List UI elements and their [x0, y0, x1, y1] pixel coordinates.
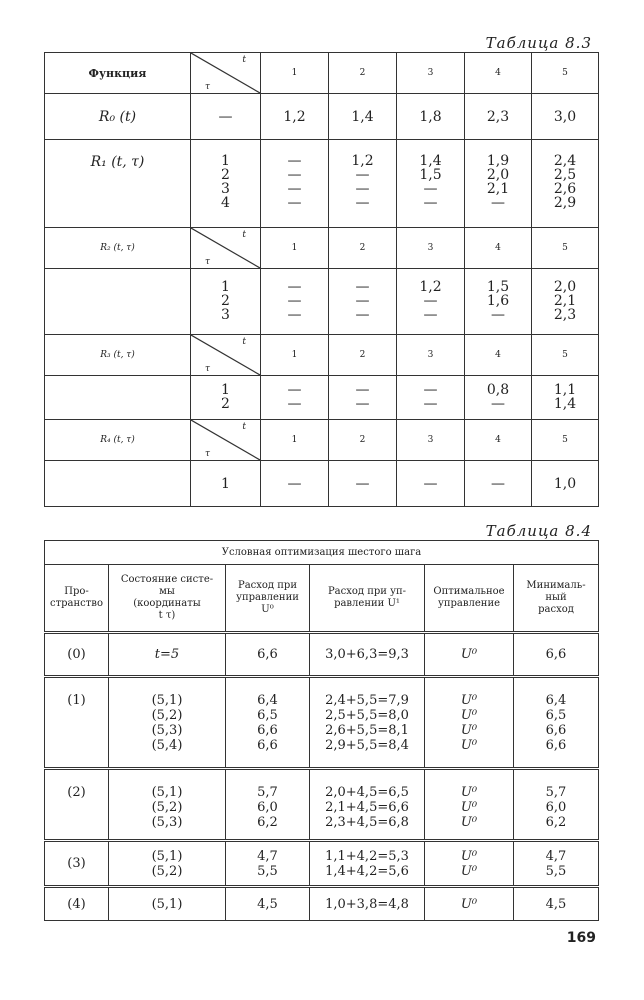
- r3-value: 0,8 —: [486, 382, 510, 412]
- r0-label: R₀ (t): [45, 94, 191, 140]
- page-number: 169: [566, 930, 596, 946]
- r0-value: 1,2: [261, 94, 329, 140]
- u0-cost-cell: 5,7 6,0 6,2: [257, 785, 278, 830]
- table-row: [45, 376, 599, 420]
- u1-cost-cell: 1,0+3,8=4,8: [310, 887, 425, 921]
- u1-cost-cell: 2,0+4,5=6,5 2,1+4,5=6,6 2,3+4,5=6,8: [325, 785, 409, 830]
- r1-value: 1,4 1,5 — —: [419, 153, 442, 211]
- col-header-3: 3: [397, 53, 465, 94]
- col-header-5: 5: [532, 53, 599, 94]
- r3-value: 1,1 1,4: [553, 382, 577, 412]
- diagonal-header-cell: [191, 53, 261, 94]
- r0-value: 2,3: [465, 94, 532, 140]
- table-8-4-header-row: [45, 565, 599, 633]
- r3-value: — —: [355, 382, 370, 412]
- u1-cost-cell: 2,4+5,5=7,9 2,5+5,5=8,0 2,6+5,5=8,1 2,9+5,5=8,4: [325, 693, 409, 753]
- r2-tau: 1 2 3: [221, 279, 230, 323]
- table-row: [45, 841, 599, 887]
- r2-value: 1,5 1,6 —: [486, 279, 510, 323]
- col-header-5: 5: [532, 335, 599, 376]
- r2-label: R₂ (t, τ): [45, 228, 191, 269]
- r3-tau: 1 2: [221, 382, 230, 412]
- u1-cost-cell: 1,1+4,2=5,3 1,4+4,2=5,6: [325, 848, 409, 879]
- r4-label: R₄ (t, τ): [45, 420, 191, 461]
- space-cell: (1): [45, 677, 109, 769]
- tau-label: τ: [205, 82, 210, 92]
- r0-value: 1,4: [329, 94, 397, 140]
- r1-value: 1,2 — — —: [351, 153, 374, 211]
- table-8-4-title: Условная оптимизация шестого шага: [45, 541, 599, 565]
- u0-cost-header: Расход при управлении U⁰: [236, 580, 299, 615]
- col-header-5: 5: [532, 228, 599, 269]
- table-row: [45, 461, 599, 507]
- u1-cost-header: Расход при уп- равлении U¹: [327, 586, 407, 609]
- col-header-2: 2: [329, 53, 397, 94]
- state-cell: (5,1) (5,2) (5,3) (5,4): [151, 693, 183, 753]
- state-header: Состояние систе- мы (координаты t τ): [120, 574, 214, 621]
- col-header-1: 1: [261, 228, 329, 269]
- col-header-4: 4: [465, 53, 532, 94]
- function-header: Функция: [45, 53, 191, 94]
- table-row: [45, 140, 599, 228]
- min-cost-cell: 5,7 6,0 6,2: [545, 785, 567, 830]
- min-cost-cell: 6,6: [514, 633, 599, 677]
- table-row: [45, 420, 599, 461]
- r1-label: R₁ (t, τ): [45, 140, 191, 228]
- tau-label: τ: [205, 364, 210, 374]
- space-header: Про- странство: [50, 586, 103, 609]
- col-header-4: 4: [465, 228, 532, 269]
- r4-tau: 1: [191, 461, 261, 507]
- col-header-4: 4: [465, 335, 532, 376]
- t-label: t: [242, 55, 246, 65]
- table-row: [45, 269, 599, 335]
- r2-value: — — —: [287, 279, 302, 323]
- t-label: t: [242, 230, 246, 240]
- col-header-4: 4: [465, 420, 532, 461]
- r4-value: —: [261, 461, 329, 507]
- table-8-4-caption: Таблица 8.4: [485, 522, 592, 540]
- col-header-1: 1: [261, 53, 329, 94]
- r4-value: —: [465, 461, 532, 507]
- r4-value: —: [329, 461, 397, 507]
- table-row: [45, 228, 599, 269]
- col-header-1: 1: [261, 335, 329, 376]
- r4-value: 1,0: [532, 461, 599, 507]
- r2-value: 1,2 — —: [419, 279, 442, 323]
- table-row: [45, 335, 599, 376]
- table-8-3-caption: Таблица 8.3: [485, 34, 592, 52]
- col-header-5: 5: [532, 420, 599, 461]
- col-header-1: 1: [261, 420, 329, 461]
- t-label: t: [242, 422, 246, 432]
- table-row: [45, 769, 599, 841]
- table-8-3-header-row: [45, 53, 599, 94]
- optimal-control-header: Оптимальное управление: [433, 586, 505, 609]
- state-cell: (5,1) (5,2) (5,3): [151, 785, 183, 830]
- r0-tau: —: [191, 94, 261, 140]
- table-row: [45, 633, 599, 677]
- u0-cost-cell: 4,7 5,5: [257, 848, 278, 879]
- optimal-control-cell: U⁰ U⁰ U⁰ U⁰: [460, 693, 478, 753]
- col-header-2: 2: [329, 335, 397, 376]
- optimal-control-cell: U⁰ U⁰: [460, 848, 478, 879]
- r3-value: — —: [423, 382, 438, 412]
- min-cost-cell: 6,4 6,5 6,6 6,6: [545, 693, 567, 753]
- r2-value: 2,0 2,1 2,3: [553, 279, 577, 323]
- min-cost-cell: 4,5: [514, 887, 599, 921]
- r1-value: 2,4 2,5 2,6 2,9: [553, 153, 577, 211]
- table-row: [45, 677, 599, 769]
- r2-value: — — —: [355, 279, 370, 323]
- state-cell: t=5: [109, 633, 226, 677]
- col-header-3: 3: [397, 335, 465, 376]
- state-cell: (5,1) (5,2): [151, 848, 183, 879]
- optimal-control-cell: U⁰ U⁰ U⁰: [460, 785, 478, 830]
- col-header-2: 2: [329, 228, 397, 269]
- tau-label: τ: [205, 449, 210, 459]
- r0-value: 1,8: [397, 94, 465, 140]
- optimal-control-cell: U⁰: [425, 633, 514, 677]
- table-row: [45, 887, 599, 921]
- r4-value: —: [397, 461, 465, 507]
- space-cell: (2): [45, 769, 109, 841]
- col-header-3: 3: [397, 228, 465, 269]
- r1-value: 1,9 2,0 2,1 —: [486, 153, 510, 211]
- u0-cost-cell: 4,5: [226, 887, 310, 921]
- min-cost-header: Минималь- ный расход: [526, 580, 586, 615]
- r3-value: — —: [287, 382, 302, 412]
- t-label: t: [242, 337, 246, 347]
- r0-value: 3,0: [532, 94, 599, 140]
- space-cell: (3): [45, 841, 109, 887]
- table-8-3: [44, 52, 599, 507]
- table-8-4: [44, 540, 599, 921]
- r1-tau: 1 2 3 4: [221, 153, 230, 211]
- tau-label: τ: [205, 257, 210, 267]
- r1-value: — — — —: [287, 153, 302, 211]
- state-cell: (5,1): [109, 887, 226, 921]
- u0-cost-cell: 6,4 6,5 6,6 6,6: [257, 693, 278, 753]
- table-row: [45, 94, 599, 140]
- optimal-control-cell: U⁰: [425, 887, 514, 921]
- r3-label: R₃ (t, τ): [45, 335, 191, 376]
- space-cell: (4): [45, 887, 109, 921]
- col-header-2: 2: [329, 420, 397, 461]
- col-header-3: 3: [397, 420, 465, 461]
- u0-cost-cell: 6,6: [226, 633, 310, 677]
- space-cell: (0): [45, 633, 109, 677]
- min-cost-cell: 4,7 5,5: [545, 848, 567, 879]
- u1-cost-cell: 3,0+6,3=9,3: [310, 633, 425, 677]
